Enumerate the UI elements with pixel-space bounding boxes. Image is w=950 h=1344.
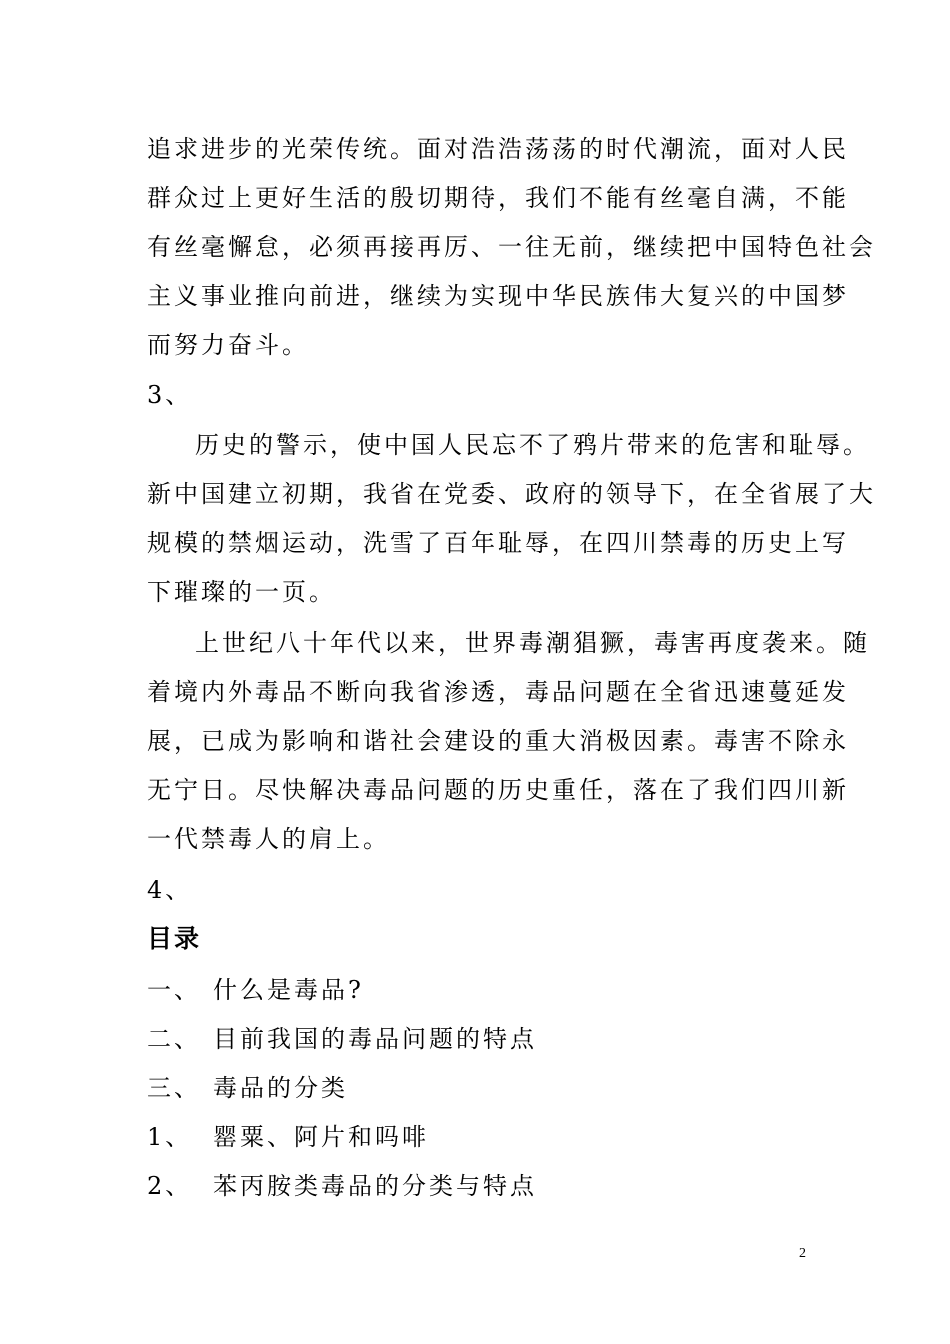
paragraph-line: 无宁日。尽快解决毒品问题的历史重任，落在了我们四川新: [147, 776, 849, 804]
toc-title: 目录: [147, 924, 202, 953]
page-number: 2: [799, 1246, 806, 1261]
toc-item-text: 苯丙胺类毒品的分类与特点: [213, 1172, 537, 1200]
paragraph-line: 而努力奋斗。: [147, 331, 309, 359]
toc-item-text: 什么是毒品?: [213, 976, 364, 1004]
paragraph-line: 历史的警示，使中国人民忘不了鸦片带来的危害和耻辱。: [195, 431, 870, 459]
paragraph-line: 一代禁毒人的肩上。: [147, 825, 390, 853]
toc-item: [147, 1170, 537, 1202]
paragraph-line: 有丝毫懈怠，必须再接再厉、一往无前，继续把中国特色社会: [147, 233, 876, 261]
paragraph-line: 上世纪八十年代以来，世界毒潮猖獗，毒害再度袭来。随: [195, 629, 870, 657]
paragraph-line: 展，已成为影响和谐社会建设的重大消极因素。毒害不除永: [147, 727, 849, 755]
paragraph-line: 着境内外毒品不断向我省渗透，毒品问题在全省迅速蔓延发: [147, 678, 849, 706]
toc-item: [147, 1072, 348, 1104]
paragraph-line: 新中国建立初期，我省在党委、政府的领导下，在全省展了大: [147, 480, 876, 508]
section-number: 4、: [147, 876, 193, 904]
section-number: 3、: [147, 381, 193, 409]
paragraph-line: 群众过上更好生活的殷切期待，我们不能有丝毫自满，不能: [147, 184, 849, 212]
paragraph-line: 规模的禁烟运动，洗雪了百年耻辱，在四川禁毒的历史上写: [147, 529, 849, 557]
toc-item-text: 毒品的分类: [213, 1074, 348, 1102]
toc-item: [147, 1023, 537, 1055]
toc-item-number: 1、: [147, 1123, 193, 1151]
toc-item-number: 一、: [147, 976, 201, 1004]
toc-item-number: 2、: [147, 1172, 193, 1200]
toc-item-text: 目前我国的毒品问题的特点: [213, 1025, 537, 1053]
toc-item-text: 罂粟、阿片和吗啡: [213, 1123, 429, 1151]
paragraph-line: 下璀璨的一页。: [147, 578, 336, 606]
toc-item: [147, 1121, 429, 1153]
paragraph-line: 追求进步的光荣传统。面对浩浩荡荡的时代潮流，面对人民: [147, 135, 849, 163]
paragraph-line: 主义事业推向前进，继续为实现中华民族伟大复兴的中国梦: [147, 282, 849, 310]
toc-item-number: 二、: [147, 1025, 201, 1053]
toc-item-number: 三、: [147, 1074, 201, 1102]
toc-item: [147, 974, 364, 1006]
